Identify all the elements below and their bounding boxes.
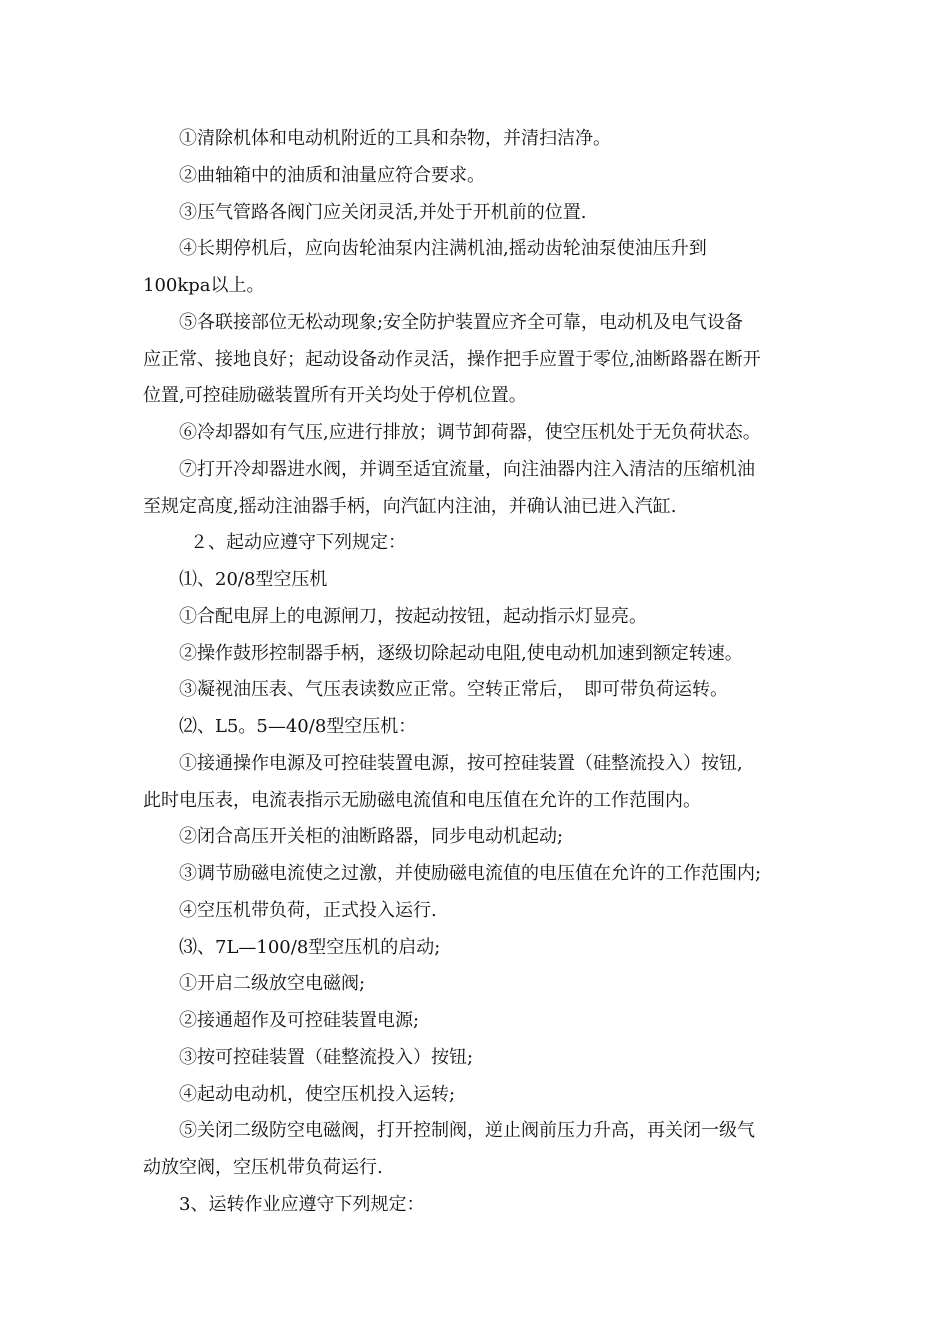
paragraph-line: 位置,可控硅励磁装置所有开关均处于停机位置。 <box>143 385 527 407</box>
paragraph-line: ①接通操作电源及可控硅装置电源，按可控硅装置（硅整流投入）按钮, <box>179 752 743 774</box>
paragraph-line: ②曲轴箱中的油质和油量应符合要求。 <box>179 164 485 186</box>
paragraph-line: ⑦打开冷却器进水阀，并调至适宜流量，向注油器内注入清洁的压缩机油 <box>179 458 755 480</box>
paragraph-line: 动放空阀，空压机带负荷运行. <box>143 1157 383 1178</box>
paragraph-line: ①清除机体和电动机附近的工具和杂物，并清扫洁净。 <box>179 128 611 149</box>
paragraph-line: ⑥冷却器如有气压,应进行排放；调节卸荷器，使空压机处于无负荷状态。 <box>179 422 761 443</box>
paragraph-line: ④空压机带负荷，正式投入运行. <box>179 899 437 921</box>
paragraph-line: ⑤各联接部位无松动现象;安全防护装置应齐全可靠，电动机及电气设备 <box>179 311 744 333</box>
paragraph-line: 此时电压表，电流表指示无励磁电流值和电压值在允许的工作范围内。 <box>143 789 701 811</box>
paragraph-line: ⑤关闭二级防空电磁阀，打开控制阀，逆止阀前压力升高，再关闭一级气 <box>179 1120 755 1142</box>
section-heading: 3、运转作业应遵守下列规定： <box>179 1193 425 1215</box>
paragraph-line: ④起动电动机，使空压机投入运转; <box>179 1083 456 1105</box>
paragraph-line: 应正常、接地良好；起动设备动作灵活，操作把手应置于零位,油断路器在断开 <box>143 348 761 370</box>
subsection-heading: ⑵、L5。5—40/8型空压机： <box>179 716 417 737</box>
subsection-heading: ⑶、7L—100/8型空压机的启动; <box>179 936 441 958</box>
paragraph-line: 100kpa以上。 <box>143 275 265 296</box>
paragraph-line: ③压气管路各阀门应关闭灵活,并处于开机前的位置. <box>179 201 587 223</box>
paragraph-line: ②接通超作及可控硅装置电源; <box>179 1010 420 1031</box>
section-heading: ２、起动应遵守下列规定： <box>190 532 406 554</box>
paragraph-line: ④长期停机后，应向齿轮油泵内注满机油,摇动齿轮油泵使油压升到 <box>179 238 707 260</box>
paragraph-line: ③调节励磁电流使之过激，并使励磁电流值的电压值在允许的工作范围内; <box>179 863 762 884</box>
paragraph-line: ①开启二级放空电磁阀; <box>179 973 366 995</box>
subsection-heading: ⑴、20/8型空压机 <box>179 569 328 590</box>
document-body <box>143 121 833 1224</box>
paragraph-line: ②操作鼓形控制器手柄，逐级切除起动电阻,使电动机加速到额定转速。 <box>179 642 743 664</box>
paragraph-line: ③按可控硅装置（硅整流投入）按钮; <box>179 1046 474 1068</box>
paragraph-line: ①合配电屏上的电源闸刀，按起动按钮，起动指示灯显亮。 <box>179 605 647 627</box>
paragraph-line: 至规定高度,摇动注油器手柄，向汽缸内注油，并确认油已进入汽缸. <box>143 495 677 517</box>
paragraph-line: ③凝视油压表、气压表读数应正常。空转正常后， 即可带负荷运转。 <box>179 679 728 701</box>
paragraph-line: ②闭合高压开关柜的油断路器，同步电动机起动; <box>179 826 564 848</box>
